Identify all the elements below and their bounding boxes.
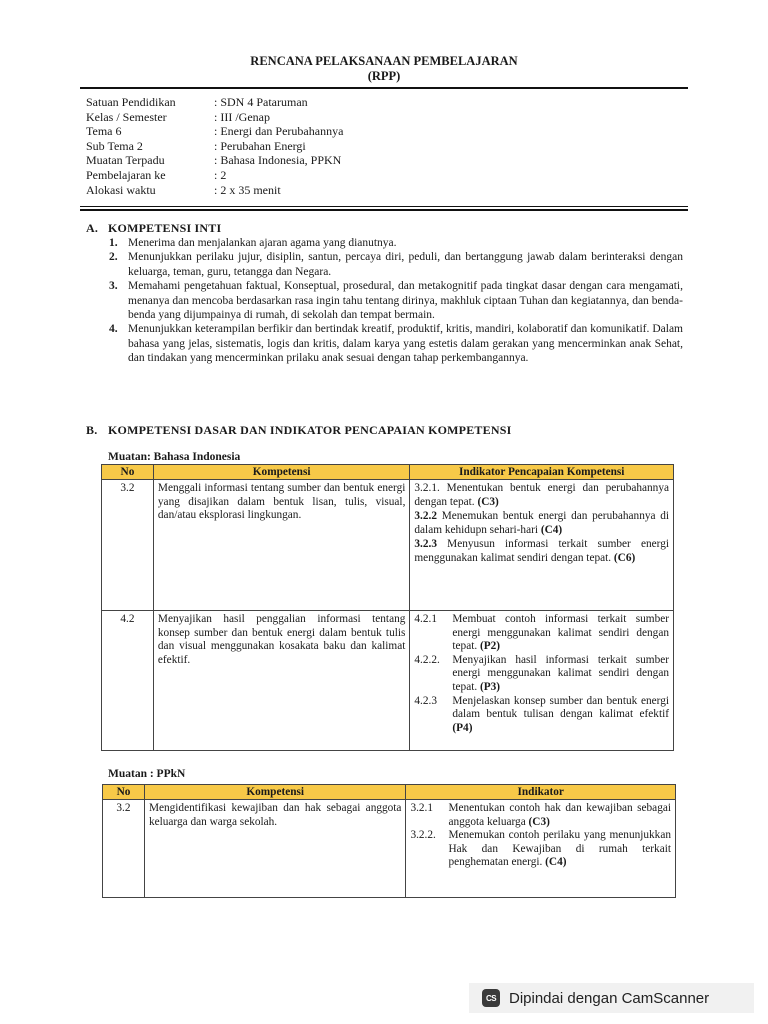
table-row [103,800,676,898]
identity-value: : 2 [214,167,227,182]
indicator-tag: (P4) [452,721,473,734]
indicator-tag: (P2) [480,640,501,653]
identity-value: : Bahasa Indonesia, PPKN [214,153,342,168]
list-item-text: Memahami pengetahuan faktual, Konseptual, prosedural, dan metakognitif pada tingkat dasar dengan cara mengamati, menanya dan mencoba berdasarkan rasa ingin tahu tentang dirinya, makhluk ciptaan Tuhan dan kegiatannya, dan benda-benda yang dijumpainya di rumah, di sekolah dan tempat bermain. [128,280,683,322]
indicator-tag: (C4) [540,523,563,536]
indicator-item [410,802,671,829]
indicator-item [414,538,669,565]
indicator-text: Menentukan contoh hak dan kewajiban sebagai anggota keluarga [448,802,671,828]
indicator-tag: (C3) [477,495,499,508]
cell-indikator [410,611,674,751]
indicator-number: 3.2.2 [414,510,437,523]
list-item [109,322,683,365]
indicator-number: 3.2.2. [410,829,436,842]
identity-row [86,139,343,154]
identity-label: Sub Tema 2 [86,138,143,153]
indicator-text: Menyusun informasi terkait sumber energi menggunakan kalimat sendiri dengan tepat. [414,538,669,564]
table-row [102,480,674,611]
identity-row [86,124,343,139]
section-a-letter: A. [86,221,99,235]
identity-row [86,168,343,183]
list-item-text: Menerima dan menjalankan ajaran agama yang dianutnya. [128,237,397,249]
indicator-tag: (C6) [613,551,636,564]
identity-label: Satuan Pendidikan [86,95,176,109]
cell-indikator [410,480,674,611]
camscanner-icon: CS [482,989,500,1007]
document-title: RENCANA PELAKSANAAN PEMBELAJARAN [250,54,518,68]
document-subtitle: (RPP) [367,69,401,83]
list-item [109,236,683,250]
table-header-row [102,465,674,480]
indicator-item [414,510,669,537]
cell-kompetensi: Mengidentifikasi kewajiban dan hak sebagai anggota keluarga dan warga sekolah. [144,800,406,898]
top-rule [80,87,688,89]
table-row [102,611,674,751]
section-b-title: KOMPETENSI DASAR DAN INDIKATOR PENCAPAIAN KOMPETENSI [108,423,512,437]
indicator-item [410,829,671,870]
identity-value: : Perubahan Energi [214,138,306,153]
identity-label: Tema 6 [86,124,122,139]
indicator-number: 3.2.3 [414,538,437,551]
list-item-text: Menunjukkan keterampilan berfikir dan bertindak kreatif, produktif, kritis, mandiri, kolaboratif dan komunikatif. Dalam bahasa yang jelas, sistematis, logis dan kritis, dalam karya yang estetis dalam gerakan yang mencerminkan anak Sehat, dan tindakan yang mencerminkan prilaku anak sesuai dengan tahap perkembangannya. [128,323,683,365]
section-a-title: KOMPETENSI INTI [108,221,222,235]
indicator-tag: (P3) [480,680,501,693]
section-b-heading [86,423,511,438]
cell-kompetensi: Menyajikan hasil penggalian informasi tentang konsep sumber dan bentuk energi dalam bentuk tulis dan visual menggunakan kosakata baku dan kalimat efektif. [153,611,409,751]
list-item-number: 4. [109,323,118,336]
identity-value: : Energi dan Perubahannya [214,124,344,139]
list-item-number: 1. [109,237,118,249]
column-header-no: No [102,465,154,480]
cell-no: 4.2 [102,611,154,751]
kompetensi-inti-list [109,236,683,366]
identity-row [86,153,343,168]
indicator-text: Menemukan bentuk energi dan perubahannya di dalam kehidupn sehari-hari [414,510,670,536]
identity-row [86,110,343,125]
kd-table-ppkn [102,784,676,898]
section-a-heading [86,221,221,236]
indicator-number: 4.2.2. [414,653,440,666]
identity-value: : SDN 4 Pataruman [214,95,308,109]
cell-indikator [406,800,676,898]
camscanner-text: Dipindai dengan CamScanner [509,989,710,1007]
cell-no: 3.2 [103,800,145,898]
indicator-text: Menyajikan hasil informasi terkait sumber energi menggunakan kalimat sendiri dengan tepat. [452,653,669,693]
column-header-kompetensi: Kompetensi [144,785,406,800]
column-header-indikator: Indikator Pencapaian Kompetensi [410,465,674,480]
indicator-number: 4.2.3 [414,694,437,707]
indicator-number: 3.2.1. [414,482,440,494]
indicator-tag: (C3) [528,815,550,828]
indicator-text: Menentukan bentuk energi dan perubahannya dengan tepat. [414,482,669,508]
indicator-item [414,695,669,736]
indicator-item [414,613,669,654]
muatan-bahasa-label: Muatan: Bahasa Indonesia [108,451,241,463]
identity-label: Pembelajaran ke [86,167,166,182]
indicator-number: 4.2.1 [414,613,437,625]
list-item-number: 3. [109,280,118,293]
column-header-indikator: Indikator [406,785,676,800]
column-header-kompetensi: Kompetensi [153,465,409,480]
identity-value: : 2 x 35 menit [214,182,281,197]
identity-rule-thin [80,206,688,207]
list-item [109,279,683,322]
indicator-item [414,654,669,695]
list-item-number: 2. [109,251,118,264]
indicator-item [414,482,669,509]
identity-label: Muatan Terpadu [86,153,165,168]
identity-row [86,95,343,110]
section-b-letter: B. [86,423,98,437]
identity-row [86,183,343,198]
list-item [109,250,683,279]
indicator-number: 3.2.1 [410,802,434,814]
cell-no: 3.2 [102,480,154,611]
indicator-text: Menemukan contoh perilaku yang menunjukkan Hak dan Kewajiban di rumah terkait penghematan energi. [448,829,671,869]
kd-table-bahasa-indonesia [101,464,674,751]
identity-block [86,95,343,197]
identity-label: Kelas / Semester [86,109,167,124]
identity-rule-thick [80,209,688,211]
cell-kompetensi: Menggali informasi tentang sumber dan bentuk energi yang disajikan dalam bentuk lisan, tulis, visual, dan/atau eksplorasi lingkungan. [153,480,409,611]
indicator-text: Menjelaskan konsep sumber dan bentuk energi dalam bentuk tulisan dengan kalimat efektif [452,694,669,721]
muatan-ppkn-label: Muatan : PPkN [108,768,186,780]
camscanner-watermark [469,983,754,1013]
table-header-row [103,785,676,800]
identity-label: Alokasi waktu [86,182,156,197]
list-item-text: Menunjukkan perilaku jujur, disiplin, santun, percaya diri, peduli, dan bertanggung jawab dalam berinteraksi dengan keluarga, teman, guru, tetangga dan Negara. [128,251,683,278]
indicator-tag: (C4) [545,856,567,869]
identity-value: : III /Genap [214,109,270,124]
column-header-no: No [103,785,145,800]
indicator-text: Membuat contoh informasi terkait sumber energi menggunakan kalimat sendiri dengan tepat. [452,613,669,653]
